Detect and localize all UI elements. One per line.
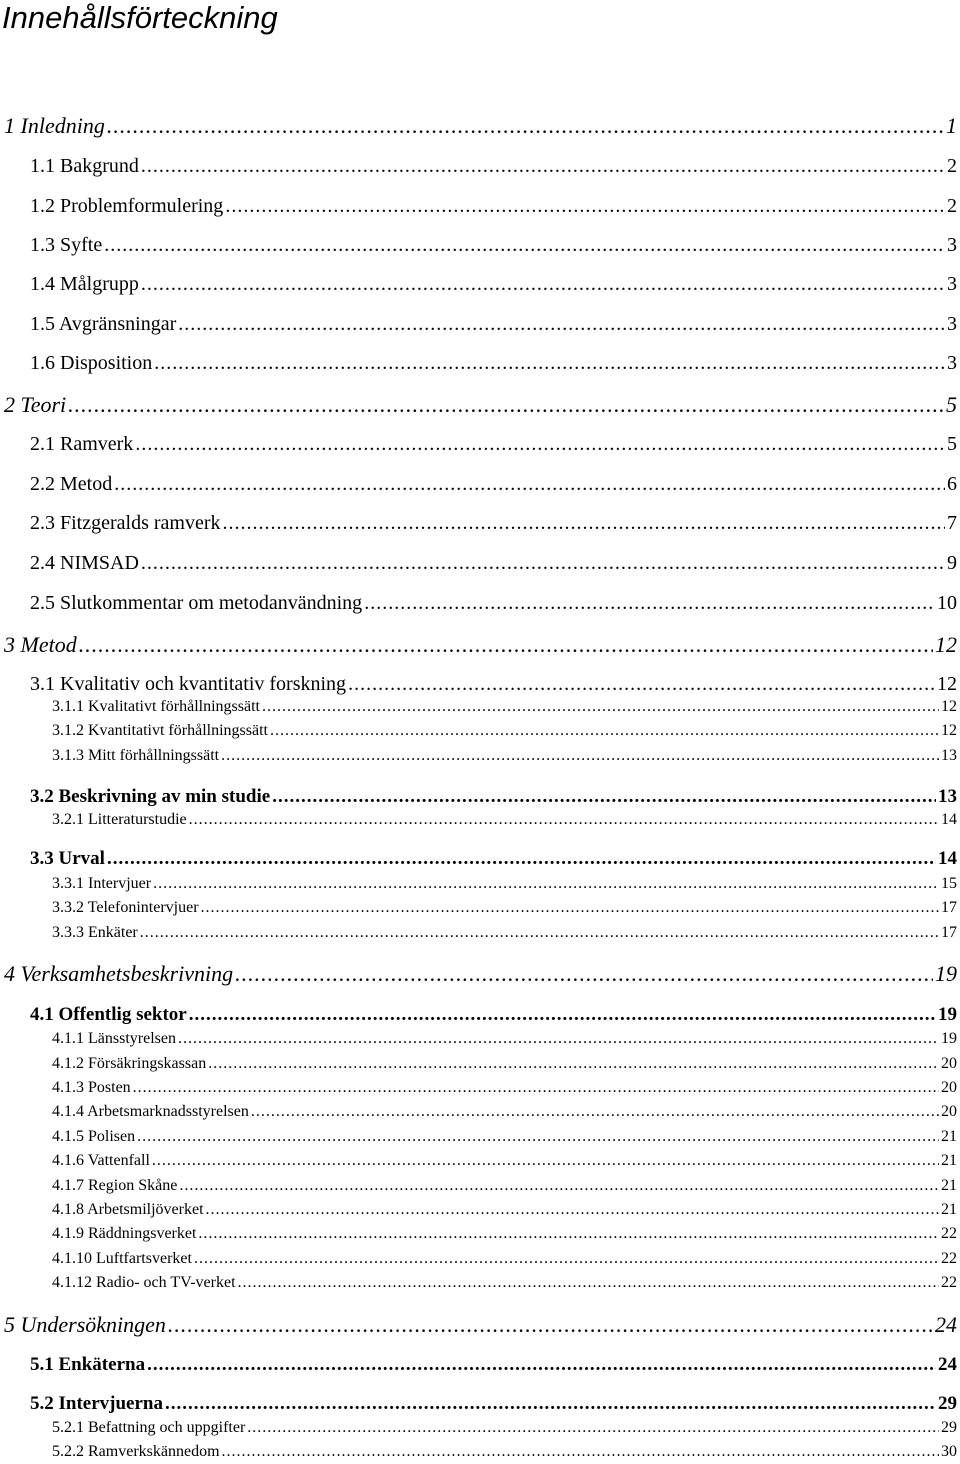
toc-entry-text: 3.1.1 Kvalitativt förhållningssätt	[52, 698, 260, 715]
dot-leader	[189, 811, 939, 829]
toc-entry-chapter-1[interactable]	[4, 113, 957, 139]
toc-entry-text: 1.2 Problemformulering	[30, 195, 224, 217]
toc-entry-text: 4.1.3 Posten	[52, 1079, 131, 1096]
toc-page-number: 21	[941, 1177, 957, 1194]
dot-leader	[147, 1354, 936, 1376]
dot-leader	[189, 1004, 936, 1026]
toc-page-number: 10	[937, 592, 957, 614]
toc-entry-section[interactable]	[30, 1354, 957, 1376]
dot-leader	[114, 473, 945, 496]
dot-leader	[165, 1393, 936, 1415]
toc-page-number: 20	[941, 1103, 957, 1120]
toc-entry-subsection[interactable]	[52, 1250, 957, 1268]
toc-entry-section[interactable]	[30, 313, 957, 336]
toc-page-number: 21	[941, 1128, 957, 1145]
toc-page-number: 3	[947, 234, 957, 256]
toc-entry-text: 4.1.8 Arbetsmiljöverket	[52, 1201, 204, 1218]
toc-entry-subsection[interactable]	[52, 1079, 957, 1097]
toc-entry-text: 5.2.2 Ramverkskännedom	[52, 1443, 220, 1460]
toc-entry-subsection[interactable]	[52, 1274, 957, 1292]
toc-entry-subsection[interactable]	[52, 747, 957, 765]
dot-leader	[208, 1055, 939, 1073]
toc-entry-section[interactable]	[30, 592, 957, 615]
toc-entry-text: 3.1.3 Mitt förhållningssätt	[52, 747, 220, 764]
toc-page-number: 13	[938, 786, 957, 807]
dot-leader	[247, 1419, 939, 1437]
toc-entry-text: 3 Metod	[4, 632, 77, 657]
toc-page-number: 19	[941, 1030, 957, 1047]
toc-entry-subsection[interactable]	[52, 1419, 957, 1437]
toc-entry-text: 5.2.1 Befattning och uppgifter	[52, 1419, 246, 1436]
page-title: Innehållsförteckning	[2, 0, 278, 35]
toc-entry-text: 4 Verksamhetsbeskrivning	[4, 961, 234, 986]
toc-entry-text: 4.1 Offentlig sektor	[30, 1004, 187, 1025]
toc-page-number: 14	[938, 848, 957, 869]
toc-entry-text: 3.1.2 Kvantitativt förhållningssätt	[52, 722, 268, 739]
toc-entry-subsection[interactable]	[52, 924, 957, 942]
toc-page-number: 29	[941, 1419, 957, 1436]
toc-entry-text: 4.1.5 Polisen	[52, 1128, 136, 1145]
toc-entry-text: 3.3.3 Enkäter	[52, 924, 138, 941]
toc-entry-text: 1 Inledning	[4, 113, 105, 138]
toc-entry-subsection[interactable]	[52, 1128, 957, 1146]
dot-leader	[141, 155, 945, 178]
dot-leader	[348, 673, 935, 696]
toc-page-number: 6	[947, 473, 957, 495]
dot-leader	[153, 875, 939, 893]
toc-page-number: 1	[946, 113, 957, 138]
toc-entry-text: 2 Teori	[4, 392, 67, 417]
dot-leader	[152, 1152, 939, 1170]
toc-entry-text: 3.3.2 Telefonintervjuer	[52, 899, 199, 916]
toc-page-number: 22	[941, 1250, 957, 1267]
toc-entry-text: 2.5 Slutkommentar om metodanvändning	[30, 592, 363, 614]
dot-leader	[154, 352, 945, 375]
toc-entry-section[interactable]	[30, 1004, 957, 1026]
dot-leader	[141, 552, 945, 575]
dot-leader	[235, 961, 933, 987]
dot-leader	[141, 273, 945, 296]
dot-leader	[68, 392, 944, 418]
toc-entry-text: 3.2.1 Litteraturstudie	[52, 811, 187, 828]
dot-leader	[135, 433, 945, 456]
toc-entry-subsection[interactable]	[52, 1177, 957, 1195]
toc-entry-section[interactable]	[30, 512, 957, 535]
dot-leader	[168, 1312, 933, 1338]
toc-page-number: 17	[941, 899, 957, 916]
toc-page-number: 21	[941, 1201, 957, 1218]
toc-page-number: 22	[941, 1225, 957, 1242]
toc-entry-subsection[interactable]	[52, 722, 957, 740]
toc-entry-section[interactable]	[30, 552, 957, 575]
dot-leader	[201, 899, 939, 917]
toc-page-number: 15	[941, 875, 957, 892]
dot-leader	[364, 592, 935, 615]
dot-leader	[238, 1274, 939, 1292]
toc-entry-text: 1.6 Disposition	[30, 352, 153, 374]
dot-leader	[194, 1250, 939, 1268]
toc-page-number: 7	[947, 512, 957, 534]
toc-entry-subsection[interactable]	[52, 811, 957, 829]
toc-entry-text: 2.4 NIMSAD	[30, 552, 139, 574]
toc-page-number: 20	[941, 1055, 957, 1072]
dot-leader	[262, 698, 939, 716]
toc-entry-subsection[interactable]	[52, 1152, 957, 1170]
toc-entry-text: 3.2 Beskrivning av min studie	[30, 786, 271, 807]
toc-page-number: 24	[938, 1354, 957, 1375]
dot-leader	[272, 786, 936, 808]
toc-page-number: 5	[946, 392, 957, 417]
dot-leader	[221, 747, 939, 765]
toc-entry-subsection[interactable]	[52, 1443, 957, 1461]
dot-leader	[206, 1201, 939, 1219]
toc-entry-subsection[interactable]	[52, 1225, 957, 1243]
toc-page-number: 29	[938, 1393, 957, 1414]
toc-entry-subsection[interactable]	[52, 875, 957, 893]
toc-page-number: 13	[941, 747, 957, 764]
toc-entry-text: 1.1 Bakgrund	[30, 155, 139, 177]
toc-entry-section[interactable]	[30, 273, 957, 296]
toc-entry-section[interactable]	[30, 1393, 957, 1415]
dot-leader	[140, 924, 939, 942]
toc-entry-text: 2.2 Metod	[30, 473, 113, 495]
toc-page-number: 3	[947, 273, 957, 295]
dot-leader	[179, 1177, 939, 1195]
toc-page-number: 2	[947, 155, 957, 177]
dot-leader	[222, 1443, 939, 1461]
dot-leader	[133, 1079, 939, 1097]
dot-leader	[223, 512, 946, 535]
toc-entry-text: 4.1.1 Länsstyrelsen	[52, 1030, 176, 1047]
dot-leader	[198, 1225, 939, 1243]
toc-entry-subsection[interactable]	[52, 698, 957, 716]
toc-entry-text: 4.1.2 Försäkringskassan	[52, 1055, 207, 1072]
toc-page-number: 19	[935, 961, 957, 986]
toc-page-number: 9	[947, 552, 957, 574]
dot-leader	[225, 195, 945, 218]
toc-entry-section[interactable]	[30, 673, 957, 696]
dot-leader	[178, 1030, 939, 1048]
toc-page-number: 17	[941, 924, 957, 941]
toc-entry-text: 1.3 Syfte	[30, 234, 103, 256]
toc-page-number: 14	[941, 811, 957, 828]
toc-page-number: 30	[941, 1443, 957, 1460]
toc-page-number: 12	[935, 632, 957, 657]
toc-entry-text: 4.1.10 Luftfartsverket	[52, 1250, 192, 1267]
toc-entry-subsection[interactable]	[52, 1055, 957, 1073]
dot-leader	[107, 113, 944, 139]
toc-page-number: 19	[938, 1004, 957, 1025]
toc-entry-section[interactable]	[30, 433, 957, 456]
toc-page-number: 12	[937, 673, 957, 695]
toc-page-number: 5	[947, 433, 957, 455]
toc-page-number: 3	[947, 352, 957, 374]
toc-page-number: 24	[935, 1312, 957, 1337]
toc-entry-text: 4.1.7 Region Skåne	[52, 1177, 178, 1194]
toc-entry-chapter-3[interactable]	[4, 632, 957, 658]
toc-entry-section[interactable]	[30, 786, 957, 808]
toc-page-number: 21	[941, 1152, 957, 1169]
toc-entry-text: 3.3 Urval	[30, 848, 105, 869]
toc-entry-text: 1.4 Målgrupp	[30, 273, 139, 295]
toc-entry-chapter-2[interactable]	[4, 392, 957, 418]
dot-leader	[137, 1128, 939, 1146]
toc-entry-chapter-4[interactable]	[4, 961, 957, 987]
toc-entry-text: 2.1 Ramverk	[30, 433, 134, 455]
toc-entry-chapter-5[interactable]	[4, 1312, 957, 1338]
dot-leader	[79, 632, 933, 658]
toc-entry-text: 1.5 Avgränsningar	[30, 313, 177, 335]
toc-entry-text: 5 Undersökningen	[4, 1312, 166, 1337]
toc-entry-text: 5.2 Intervjuerna	[30, 1393, 163, 1414]
toc-entry-subsection[interactable]	[52, 1030, 957, 1048]
toc-entry-section[interactable]	[30, 155, 957, 178]
toc-entry-text: 4.1.9 Räddningsverket	[52, 1225, 197, 1242]
toc-entry-subsection[interactable]	[52, 1201, 957, 1219]
toc-entry-text: 5.1 Enkäterna	[30, 1354, 146, 1375]
toc-entry-section[interactable]	[30, 234, 957, 257]
toc-page-number: 12	[941, 698, 957, 715]
toc-page-number: 20	[941, 1079, 957, 1096]
toc-page-number: 22	[941, 1274, 957, 1291]
toc-entry-text: 3.3.1 Intervjuer	[52, 875, 152, 892]
toc-entry-text: 4.1.4 Arbetsmarknadsstyrelsen	[52, 1103, 249, 1120]
dot-leader	[178, 313, 945, 336]
dot-leader	[251, 1103, 939, 1121]
dot-leader	[270, 722, 939, 740]
toc-entry-text: 2.3 Fitzgeralds ramverk	[30, 512, 221, 534]
toc-entry-subsection[interactable]	[52, 899, 957, 917]
toc-page-number: 12	[941, 722, 957, 739]
toc-entry-section[interactable]	[30, 848, 957, 870]
toc-entry-section[interactable]	[30, 352, 957, 375]
dot-leader	[104, 234, 945, 257]
toc-page-number: 3	[947, 313, 957, 335]
toc-page-number: 2	[947, 195, 957, 217]
toc-entry-text: 3.1 Kvalitativ och kvantitativ forskning	[30, 673, 347, 695]
toc-entry-text: 4.1.12 Radio- och TV-verket	[52, 1274, 236, 1291]
toc-entry-section[interactable]	[30, 195, 957, 218]
toc-entry-subsection[interactable]	[52, 1103, 957, 1121]
toc-entry-section[interactable]	[30, 473, 957, 496]
dot-leader	[107, 848, 936, 870]
toc-entry-text: 4.1.6 Vattenfall	[52, 1152, 150, 1169]
